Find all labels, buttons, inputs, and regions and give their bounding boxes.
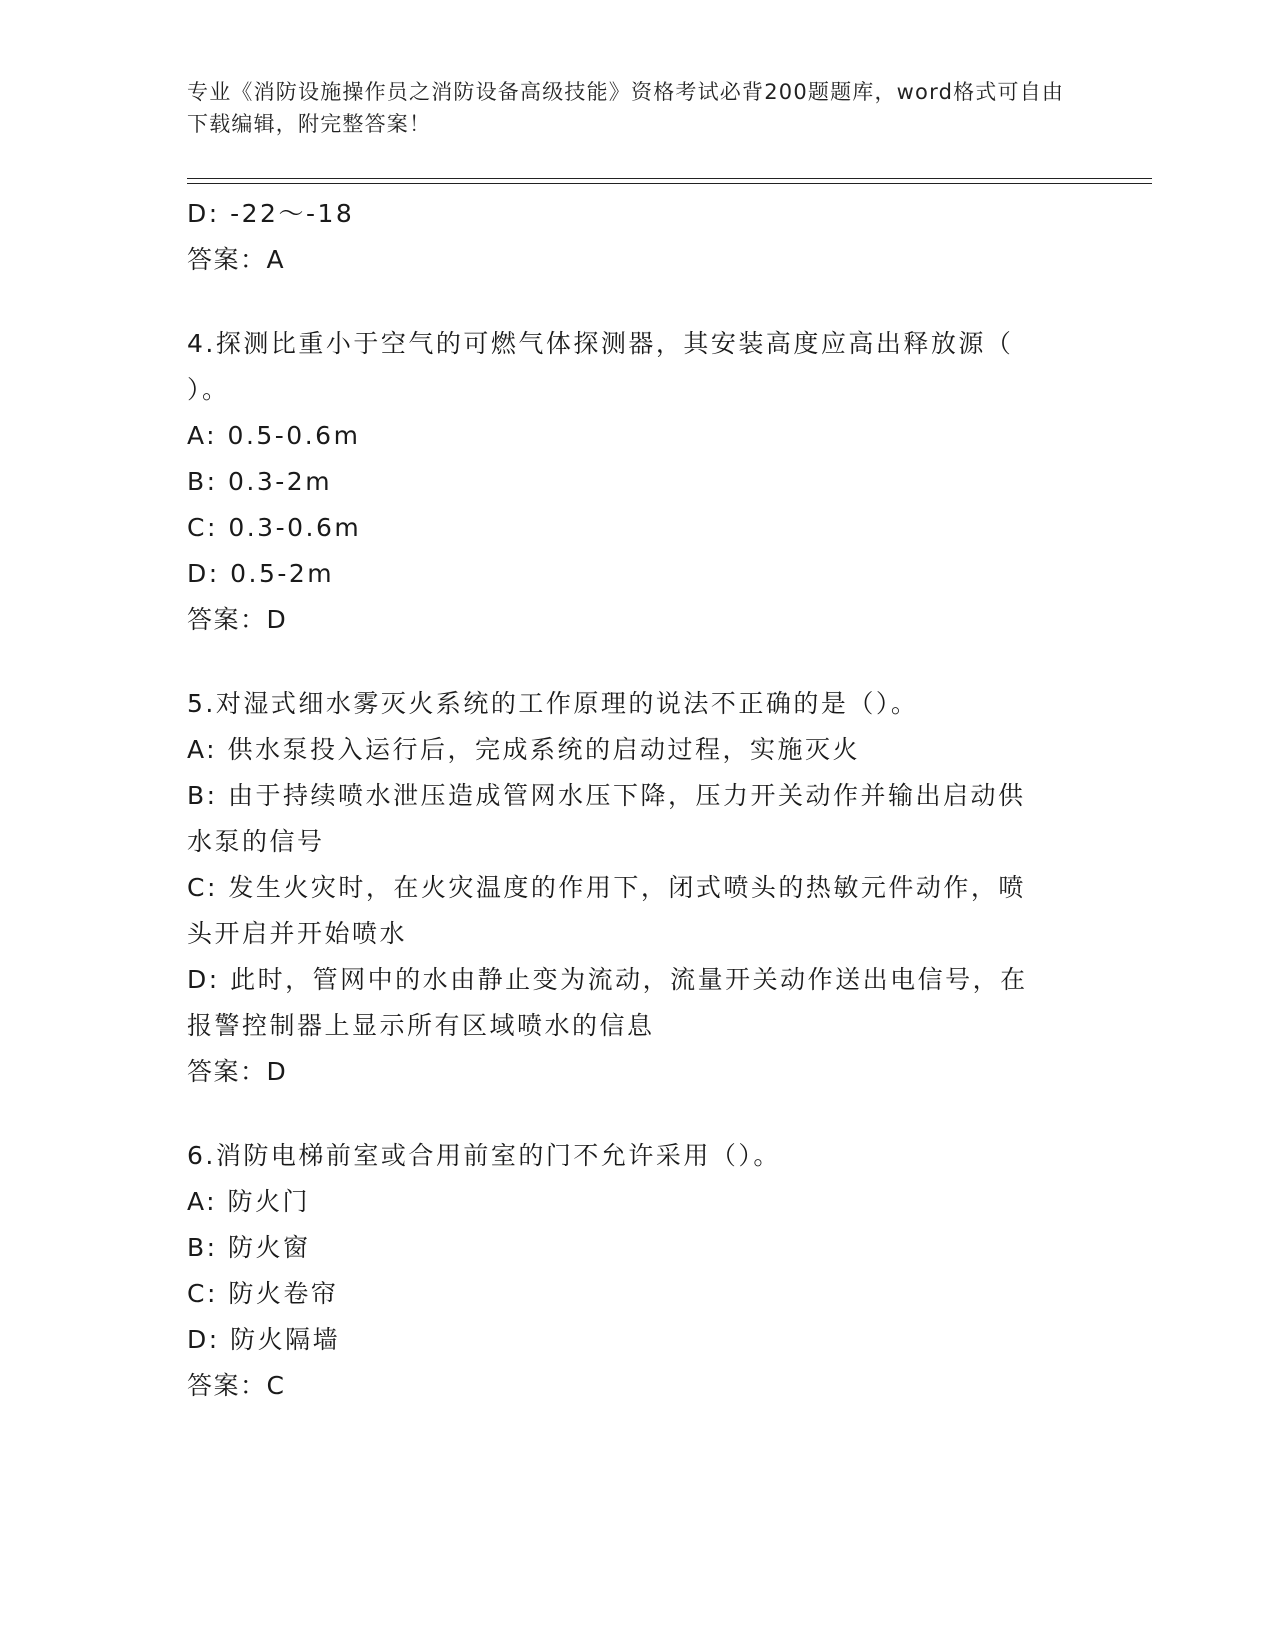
question-stem: 6.消防电梯前室或合用前室的门不允许采用（）。: [187, 1141, 781, 1170]
option-b: B: 由于持续喷水泄压造成管网水压下降，压力开关动作并输出启动供: [187, 781, 1026, 810]
question-stem-continued: ）。: [187, 375, 230, 404]
answer-line: 答案：A: [187, 245, 286, 274]
option-a: A: 防火门: [187, 1187, 311, 1216]
option-a: A: 0.5-0.6m: [187, 421, 361, 450]
document-header: 专业《消防设施操作员之消防设备高级技能》资格考试必背200题题库，word格式可自由下载编辑，附完整答案！: [187, 80, 1065, 136]
option-b: B: 防火窗: [187, 1233, 311, 1262]
answer-line: 答案：C: [187, 1371, 286, 1400]
option-c-continued: 头开启并开始喷水: [187, 919, 408, 948]
option-d-continued: 报警控制器上显示所有区域喷水的信息: [187, 1011, 655, 1040]
option-b-continued: 水泵的信号: [187, 827, 325, 856]
option-c: C: 发生火灾时，在火灾温度的作用下，闭式喷头的热敏元件动作，喷: [187, 873, 1026, 902]
option-d: D: 0.5-2m: [187, 559, 335, 588]
question-4: [187, 321, 1067, 643]
answer-line: 答案：D: [187, 605, 288, 634]
option-d: D: 防火隔墙: [187, 1325, 341, 1354]
question-stem: 5.对湿式细水雾灭火系统的工作原理的说法不正确的是（）。: [187, 689, 919, 718]
question-content: [187, 191, 1067, 1409]
question-6: [187, 1133, 1067, 1409]
option-d: D: -22～-18: [187, 199, 355, 228]
option-a: A: 供水泵投入运行后，完成系统的启动过程，实施灭火: [187, 735, 861, 764]
answer-line: 答案：D: [187, 1057, 288, 1086]
question-continued: [187, 191, 1067, 283]
option-b: B: 0.3-2m: [187, 467, 333, 496]
header-divider-top: [187, 178, 1152, 179]
question-5: [187, 681, 1067, 1095]
option-c: C: 0.3-0.6m: [187, 513, 362, 542]
option-d: D: 此时，管网中的水由静止变为流动，流量开关动作送出电信号，在: [187, 965, 1028, 994]
header-divider-bottom: [187, 183, 1152, 184]
question-stem: 4.探测比重小于空气的可燃气体探测器，其安装高度应高出释放源（: [187, 329, 1014, 358]
option-c: C: 防火卷帘: [187, 1279, 339, 1308]
